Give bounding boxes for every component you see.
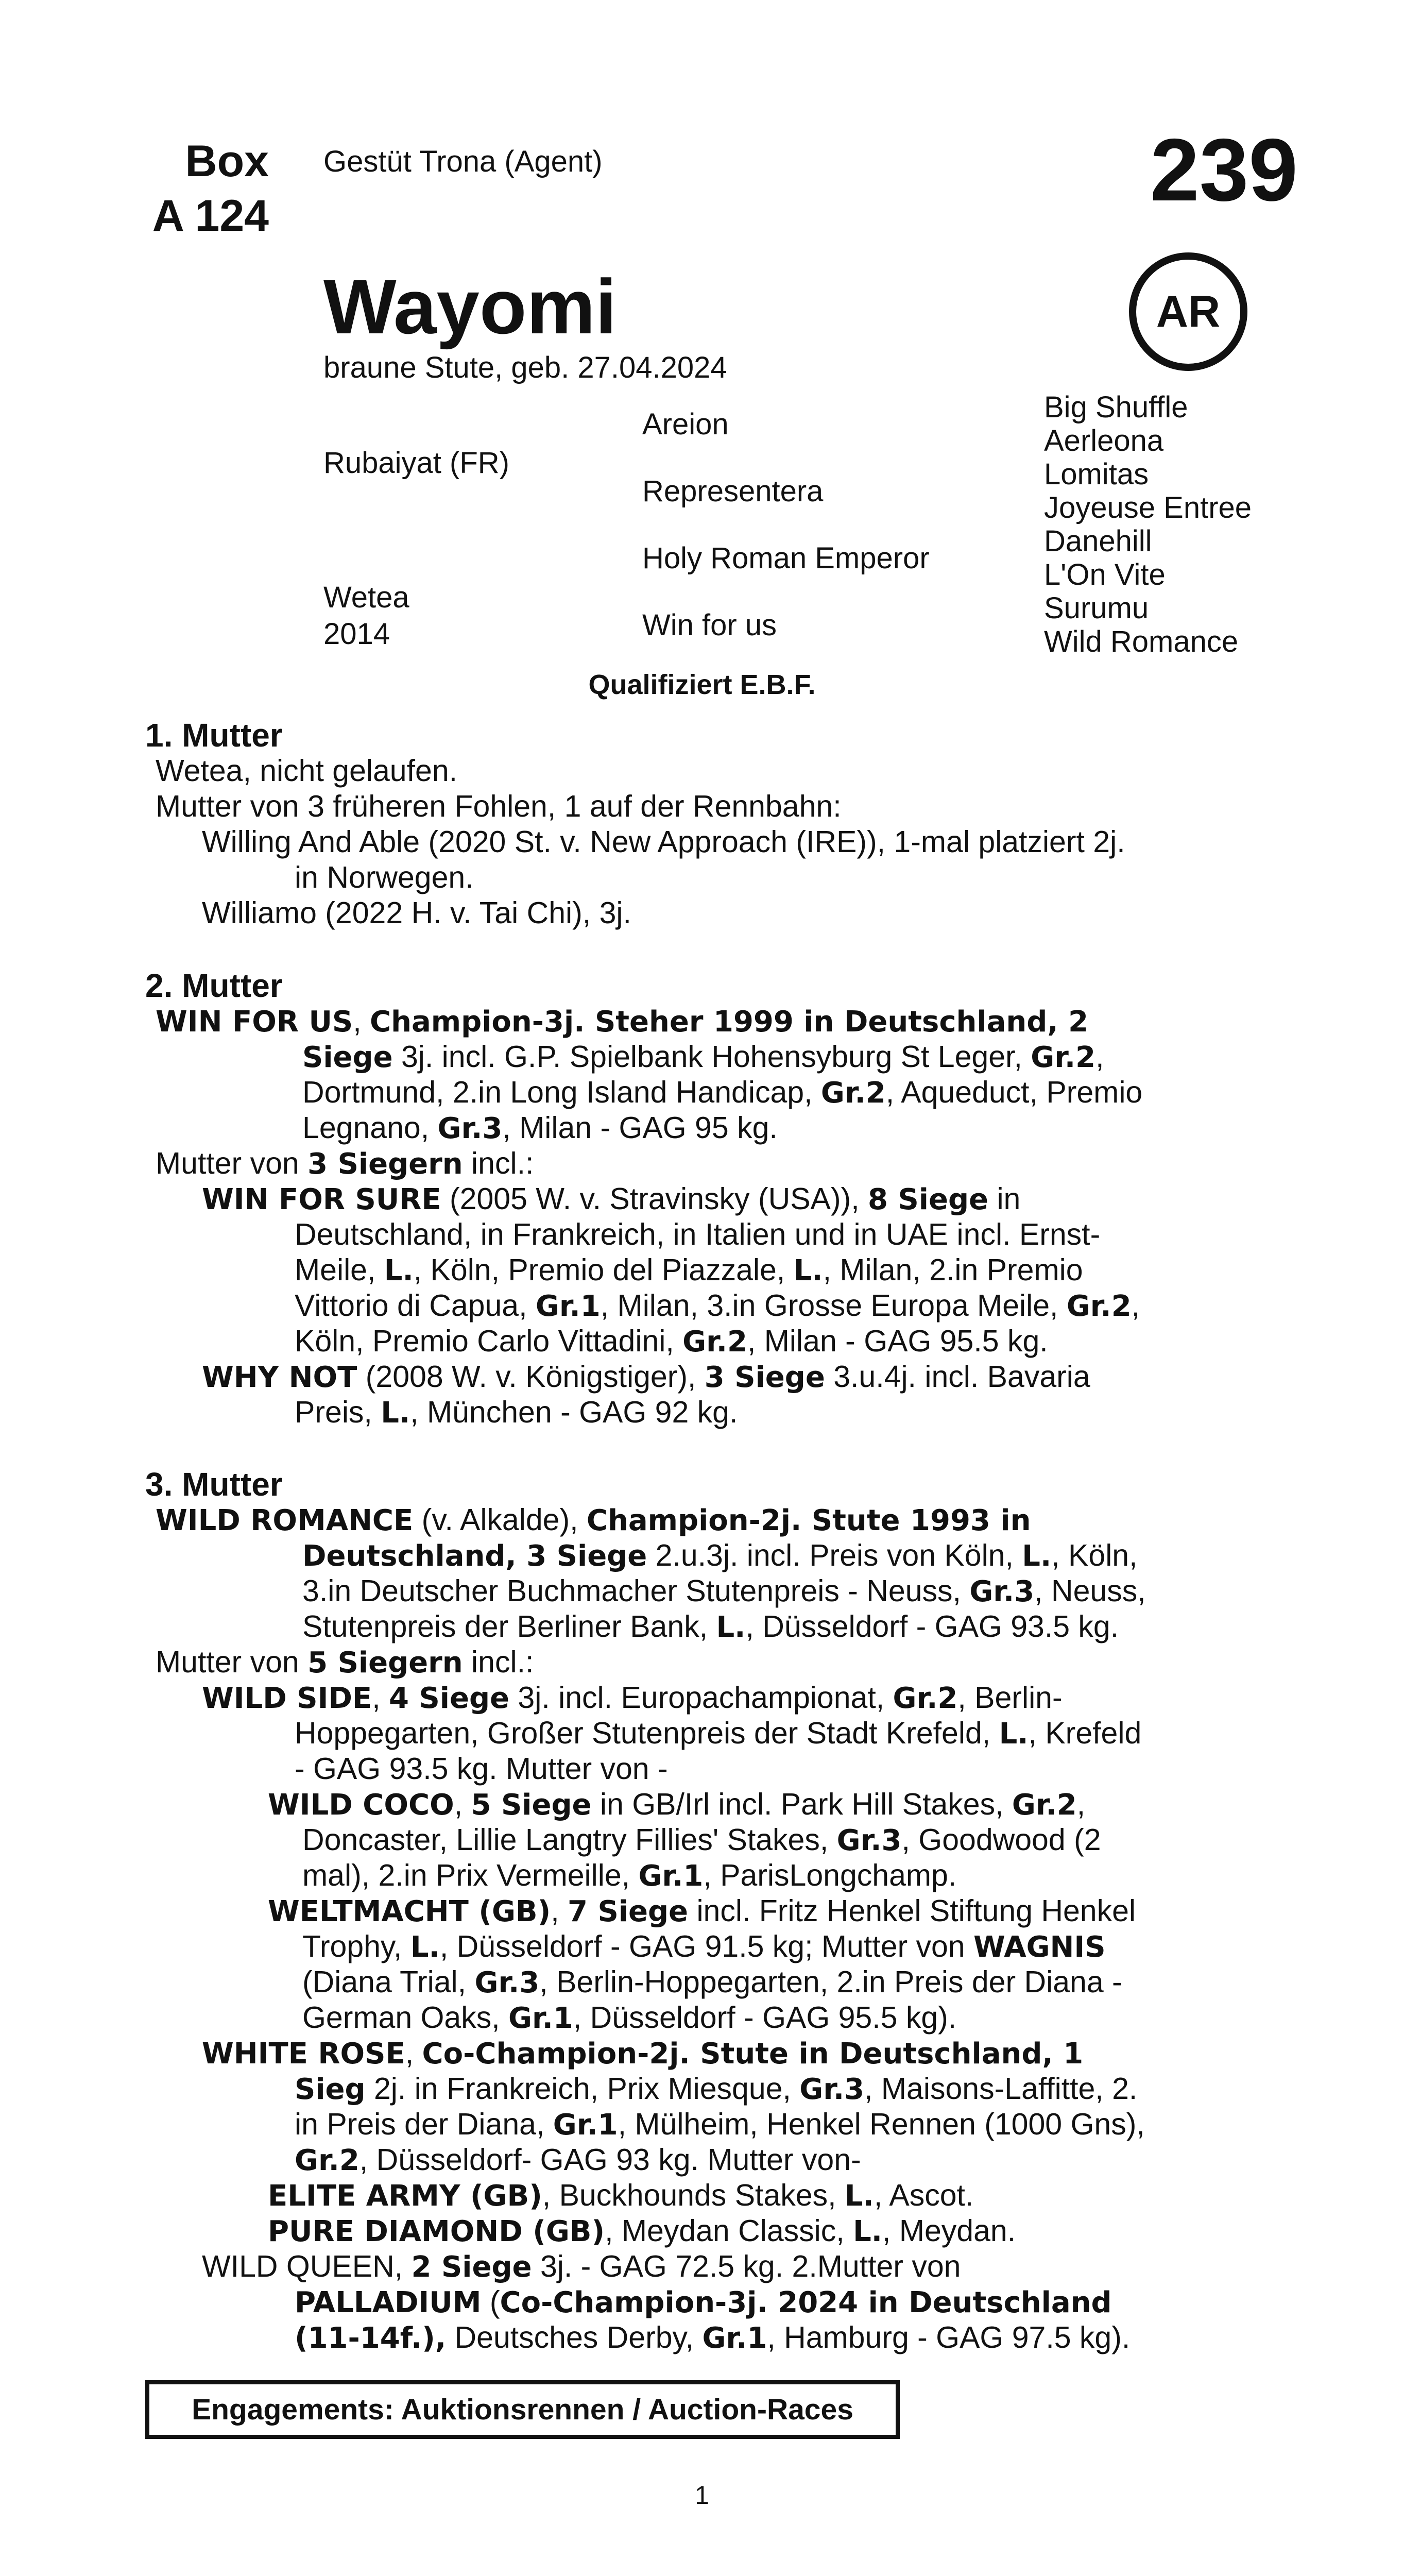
third-dam-line: Hoppegarten, Großer Stutenpreis der Stadt Krefeld, L., Krefeld xyxy=(295,1716,1142,1751)
pedigree-gen3-5: Danehill xyxy=(1044,524,1152,558)
second-dam-line: WIN FOR US, Champion-3j. Steher 1999 in Deutschland, 2 xyxy=(156,1004,1089,1039)
ar-badge-text: AR xyxy=(1156,286,1221,336)
box-label xyxy=(145,134,269,243)
first-dam-line: in Norwegen. xyxy=(295,860,474,894)
lot-number: 239 xyxy=(1150,121,1298,219)
third-dam-line: PALLADIUM (Co-Champion-3j. 2024 in Deutschland xyxy=(295,2285,1112,2319)
engagements-box xyxy=(145,2380,900,2439)
third-dam-line: Gr.2, Düsseldorf- GAG 93 kg. Mutter von- xyxy=(295,2143,861,2177)
third-dam-line: WELTMACHT (GB), 7 Siege incl. Fritz Henkel Stiftung Henkel xyxy=(268,1894,1136,1928)
pedigree-gen3-3: Lomitas xyxy=(1044,457,1149,491)
page-number: 1 xyxy=(695,2481,709,2510)
third-dam-line: Sieg 2j. in Frankreich, Prix Miesque, Gr.3, Maisons-Laffitte, 2. xyxy=(295,2072,1138,2106)
third-dam-line: PURE DIAMOND (GB), Meydan Classic, L., Meydan. xyxy=(268,2214,1016,2248)
box-line-2: A 124 xyxy=(152,191,269,241)
pedigree-gen3-4: Joyeuse Entree xyxy=(1044,491,1252,524)
third-dam-line: - GAG 93.5 kg. Mutter von - xyxy=(295,1752,668,1786)
second-dam-line: Mutter von 3 Siegern incl.: xyxy=(156,1146,534,1181)
first-dam-line: Williamo (2022 H. v. Tai Chi), 3j. xyxy=(202,896,631,930)
pedigree-gen2-1: Areion xyxy=(642,408,729,441)
third-dam-line: WILD ROMANCE (v. Alkalde), Champion-2j. Stute 1993 in xyxy=(156,1503,1031,1537)
third-dam-line: WHITE ROSE, Co-Champion-2j. Stute in Deutschland, 1 xyxy=(202,2036,1084,2071)
first-dam-line: Mutter von 3 früheren Fohlen, 1 auf der Rennbahn: xyxy=(156,789,842,823)
third-dam-line: WILD QUEEN, 2 Siege 3j. - GAG 72.5 kg. 2.Mutter von xyxy=(202,2249,961,2284)
pedigree-gen2-2: Representera xyxy=(642,474,824,508)
first-dam-title: 1. Mutter xyxy=(145,717,283,754)
third-dam-line: Doncaster, Lillie Langtry Fillies' Stakes, Gr.3, Goodwood (2 xyxy=(302,1823,1101,1857)
second-dam-line: Legnano, Gr.3, Milan - GAG 95 kg. xyxy=(302,1111,778,1145)
second-dam-line: Köln, Premio Carlo Vittadini, Gr.2, Milan - GAG 95.5 kg. xyxy=(295,1324,1048,1359)
pedigree-gen3-8: Wild Romance xyxy=(1044,625,1239,658)
pedigree-dam: Wetea xyxy=(323,581,409,614)
third-dam-line: WILD SIDE, 4 Siege 3j. incl. Europachampionat, Gr.2, Berlin- xyxy=(202,1681,1063,1715)
second-dam-line: Siege 3j. incl. G.P. Spielbank Hohensyburg St Leger, Gr.2, xyxy=(302,1040,1104,1074)
box-line-1: Box xyxy=(185,137,269,186)
third-dam-line: Deutschland, 3 Siege 2.u.3j. incl. Preis von Köln, L., Köln, xyxy=(302,1538,1138,1573)
third-dam-line: (Diana Trial, Gr.3, Berlin-Hoppegarten, 2.in Preis der Diana - xyxy=(302,1965,1122,1999)
horse-description: braune Stute, geb. 27.04.2024 xyxy=(323,351,727,384)
second-dam-line: Dortmund, 2.in Long Island Handicap, Gr.2, Aqueduct, Premio xyxy=(302,1075,1143,1110)
second-dam-line: Preis, L., München - GAG 92 kg. xyxy=(295,1395,738,1430)
second-dam-line: WIN FOR SURE (2005 W. v. Stravinsky (USA)), 8 Siege in xyxy=(202,1182,1021,1216)
third-dam-line: mal), 2.in Prix Vermeille, Gr.1, ParisLongchamp. xyxy=(302,1858,957,1893)
third-dam-line: WILD COCO, 5 Siege in GB/Irl incl. Park Hill Stakes, Gr.2, xyxy=(268,1787,1086,1822)
second-dam-line: Meile, L., Köln, Premio del Piazzale, L., Milan, 2.in Premio xyxy=(295,1253,1083,1287)
third-dam-line: Mutter von 5 Siegern incl.: xyxy=(156,1645,534,1680)
second-dam-line: WHY NOT (2008 W. v. Königstiger), 3 Siege 3.u.4j. incl. Bavaria xyxy=(202,1360,1090,1394)
third-dam-line: Stutenpreis der Berliner Bank, L., Düsseldorf - GAG 93.5 kg. xyxy=(302,1609,1119,1644)
third-dam-line: in Preis der Diana, Gr.1, Mülheim, Henkel Rennen (1000 Gns), xyxy=(295,2107,1145,2142)
first-dam-line: Willing And Able (2020 St. v. New Approach (IRE)), 1-mal platziert 2j. xyxy=(202,825,1125,859)
pedigree-gen2-3: Holy Roman Emperor xyxy=(642,541,930,575)
second-dam-line: Deutschland, in Frankreich, in Italien und in UAE incl. Ernst- xyxy=(295,1217,1101,1251)
third-dam-line: German Oaks, Gr.1, Düsseldorf - GAG 95.5 kg). xyxy=(302,2001,957,2035)
second-dam-line: Vittorio di Capua, Gr.1, Milan, 3.in Grosse Europa Meile, Gr.2, xyxy=(295,1289,1140,1323)
pedigree-gen3-1: Big Shuffle xyxy=(1044,391,1188,424)
first-dam-line: Wetea, nicht gelaufen. xyxy=(156,754,458,788)
pedigree-gen3-7: Surumu xyxy=(1044,591,1149,625)
horse-name: Wayomi xyxy=(323,263,617,350)
third-dam-line: Trophy, L., Düsseldorf - GAG 91.5 kg; Mutter von WAGNIS xyxy=(302,1929,1106,1964)
pedigree-gen2-4: Win for us xyxy=(642,608,777,642)
third-dam-title: 3. Mutter xyxy=(145,1466,283,1503)
engagements-text: Engagements: Auktionsrennen / Auction-Races xyxy=(192,2393,853,2426)
pedigree-gen3-2: Aerleona xyxy=(1044,424,1164,457)
second-dam-title: 2. Mutter xyxy=(145,967,283,1004)
third-dam-line: ELITE ARMY (GB), Buckhounds Stakes, L., Ascot. xyxy=(268,2178,974,2213)
agent-name: Gestüt Trona (Agent) xyxy=(323,145,603,178)
third-dam-line: 3.in Deutscher Buchmacher Stutenpreis - Neuss, Gr.3, Neuss, xyxy=(302,1574,1146,1608)
qualified-note: Qualifiziert E.B.F. xyxy=(588,669,816,700)
ar-badge-icon xyxy=(1129,252,1247,371)
third-dam-line: (11-14f.), Deutsches Derby, Gr.1, Hamburg - GAG 97.5 kg). xyxy=(295,2320,1131,2355)
pedigree-sire: Rubaiyat (FR) xyxy=(323,446,509,480)
pedigree-dam-year: 2014 xyxy=(323,617,390,651)
pedigree-gen3-6: L'On Vite xyxy=(1044,558,1166,591)
